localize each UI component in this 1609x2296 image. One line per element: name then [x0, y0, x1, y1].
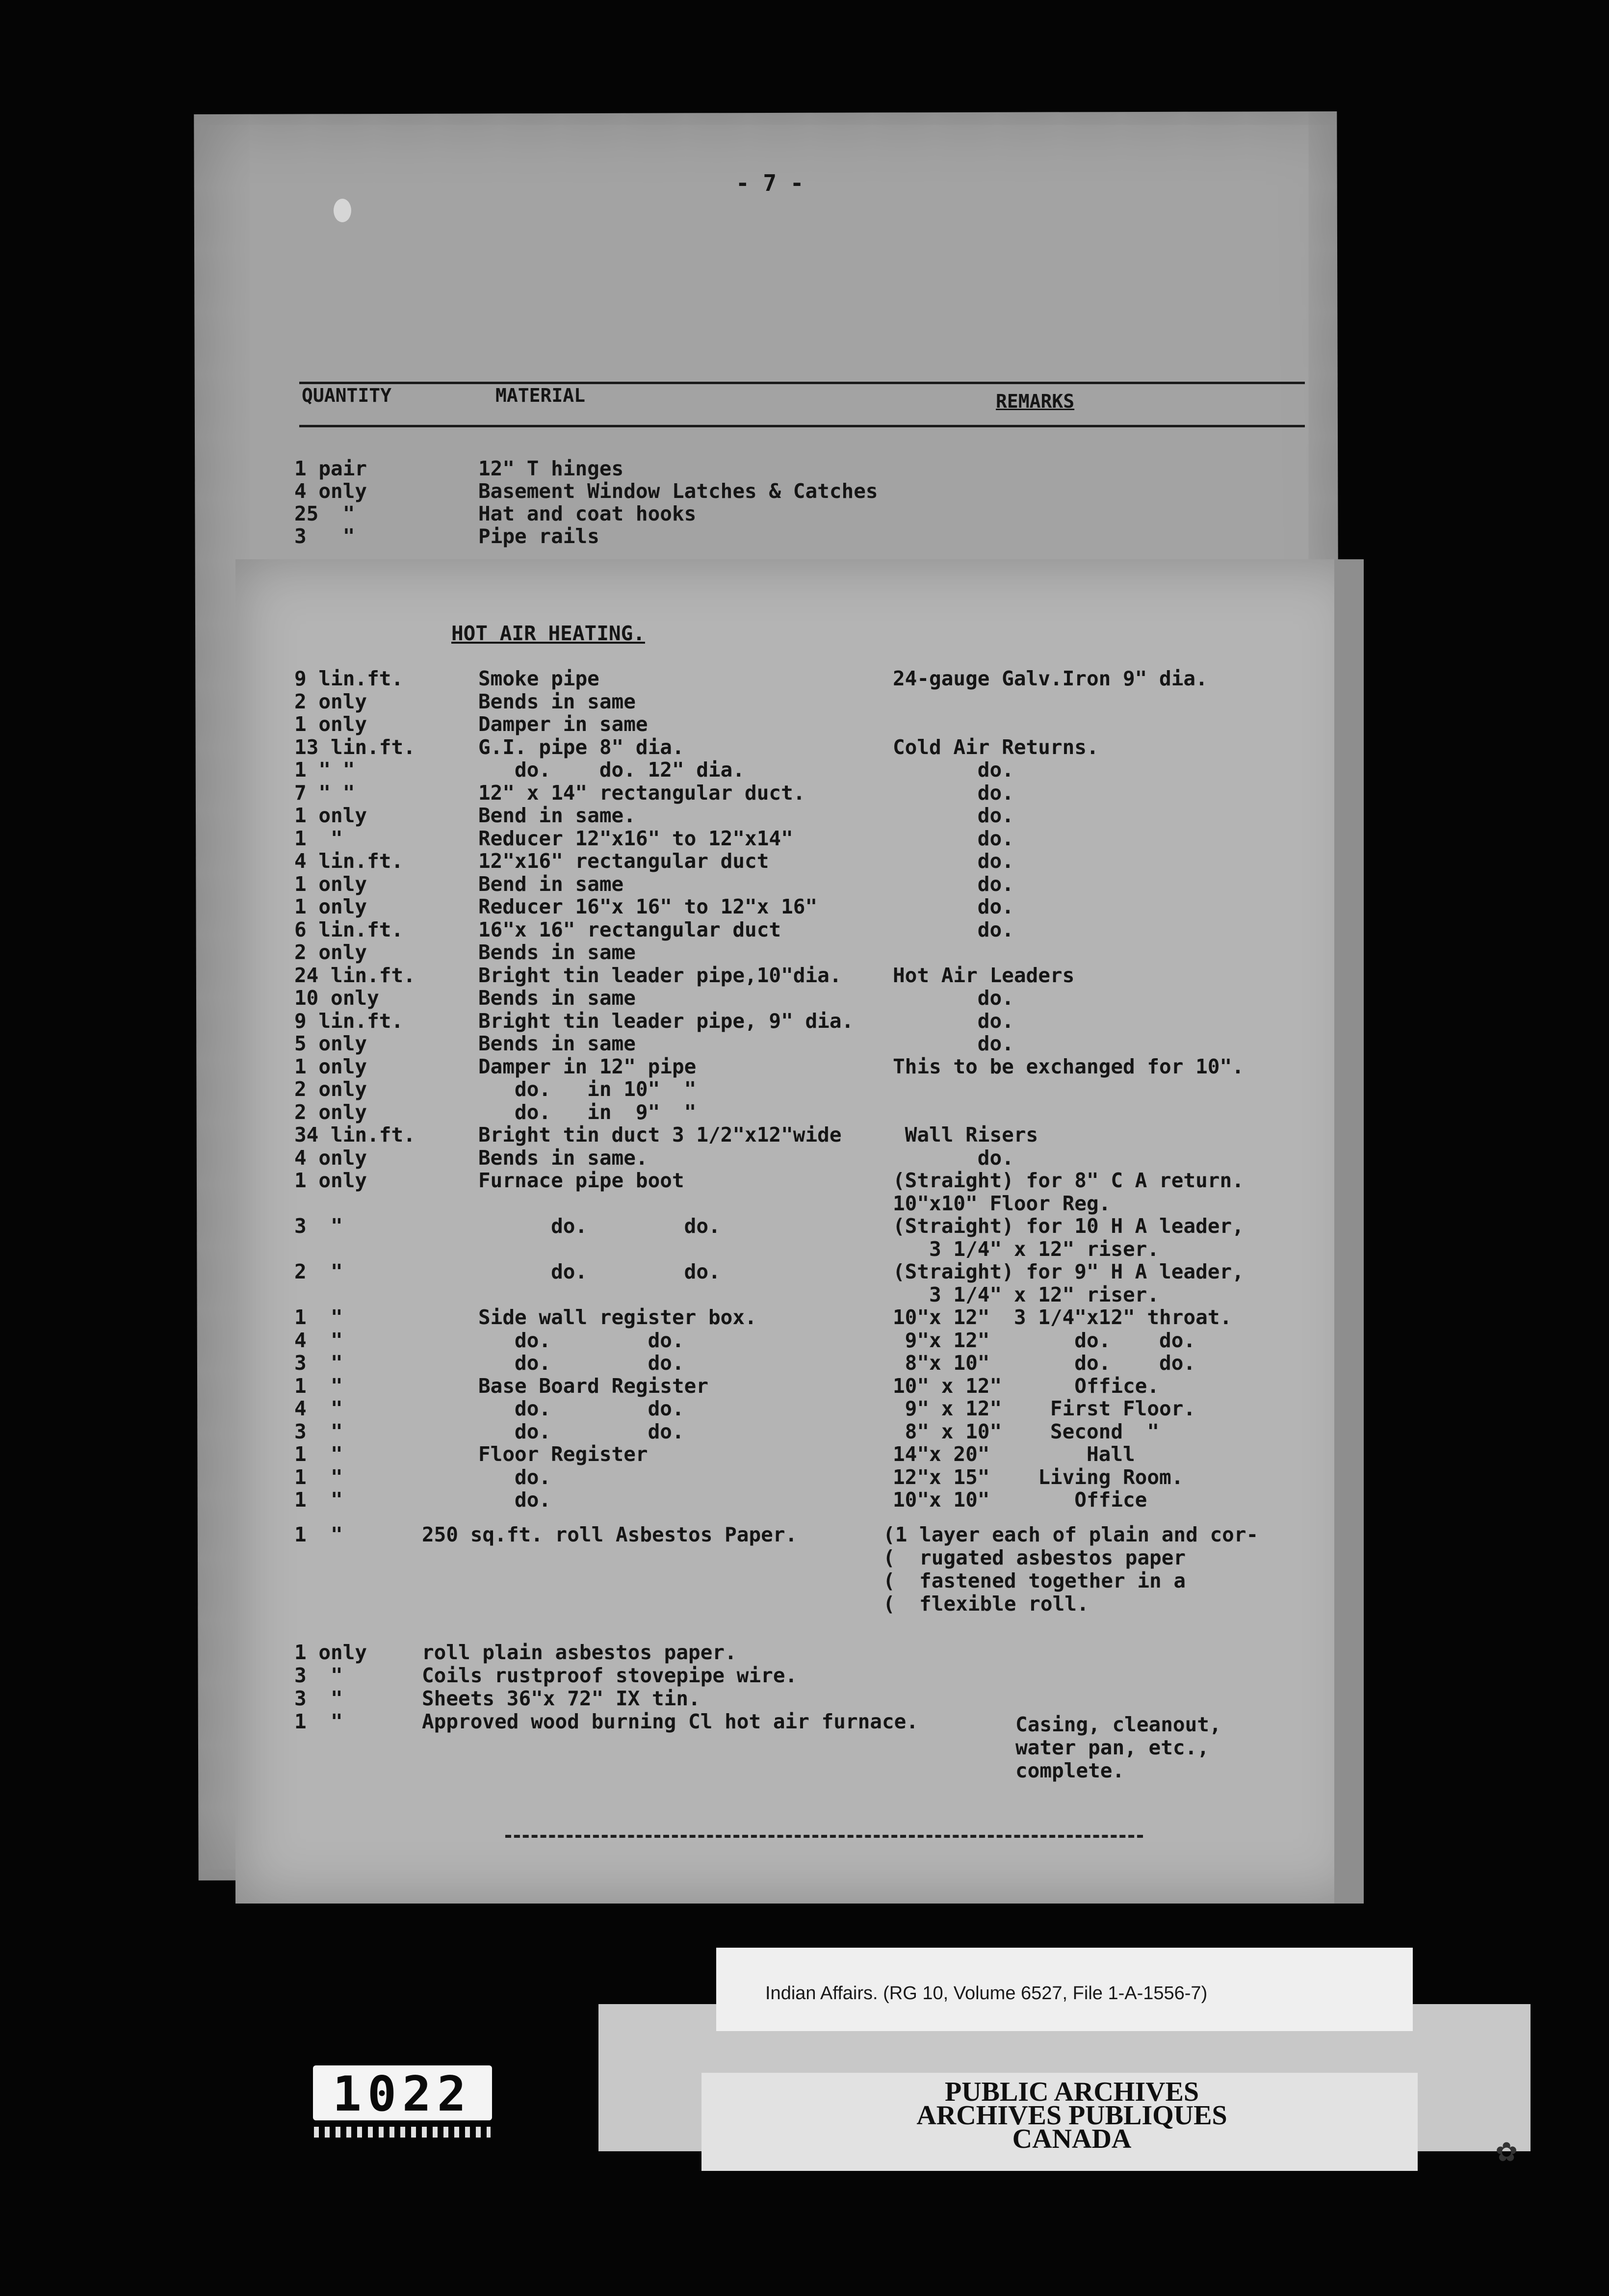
item-quantity: 4 only [294, 1146, 367, 1170]
item-material: do. [478, 1465, 551, 1489]
item-quantity: 2 " [294, 1260, 343, 1283]
item-quantity: 4 only [294, 479, 367, 503]
item-material: Bright tin leader pipe,10"dia. [478, 963, 842, 987]
furnace-remark-3: complete. [1015, 1759, 1125, 1782]
item-quantity: 1 " [294, 1374, 343, 1398]
item-quantity: 3 " [294, 1214, 343, 1238]
item-material: Damper in 12" pipe [478, 1054, 697, 1078]
item-material: Bright tin duct 3 1/2"x12"wide [478, 1123, 842, 1147]
item-material: do. do. 12" dia. [478, 758, 745, 782]
end-divider [505, 1835, 1143, 1838]
item-remarks: 3 1/4" x 12" riser. [893, 1237, 1160, 1261]
item-remarks: do. [893, 986, 1014, 1010]
item-material: Base Board Register [478, 1374, 708, 1398]
item-material: do. do. [478, 1260, 721, 1283]
item-quantity: 3 " [294, 524, 355, 548]
item-material: Bends in same [478, 986, 636, 1010]
item-quantity: 25 " [294, 502, 355, 525]
archive-stamp-line-3: CANADA [1012, 2124, 1132, 2154]
item-quantity: 1 pair [294, 457, 367, 480]
item-remarks: do. [893, 1032, 1014, 1055]
item-quantity: 24 lin.ft. [294, 963, 415, 987]
item-quantity: 1 only [294, 872, 367, 896]
item-remarks: 8" x 10" Second " [893, 1419, 1160, 1443]
header-remarks: REMARKS [996, 391, 1075, 412]
item-quantity: 34 lin.ft. [294, 1123, 415, 1147]
item-remarks: do. [893, 872, 1014, 896]
item-material: do. do. [478, 1351, 684, 1375]
asbestos-qty: 1 " [294, 1523, 343, 1546]
item-material: Approved wood burning Cl hot air furnace. [422, 1710, 919, 1733]
item-material: do. do. [478, 1214, 721, 1238]
item-material: 16"x 16" rectangular duct [478, 917, 781, 941]
header-quantity: QUANTITY [302, 385, 392, 406]
item-material: Bright tin leader pipe, 9" dia. [478, 1009, 854, 1033]
asbestos-remark-2: ( rugated asbestos paper [883, 1546, 1186, 1569]
item-quantity: 1 " [294, 1465, 343, 1489]
item-quantity: 1 only [294, 712, 367, 736]
item-remarks: 8"x 10" do. do. [893, 1351, 1196, 1375]
item-remarks: Hot Air Leaders [893, 963, 1075, 987]
item-remarks: do. [893, 1146, 1014, 1170]
item-remarks: 12"x 15" Living Room. [893, 1465, 1184, 1489]
item-quantity: 1 " [294, 1710, 343, 1733]
item-remarks: 3 1/4" x 12" riser. [893, 1282, 1160, 1306]
item-material: Reducer 16"x 16" to 12"x 16" [478, 895, 818, 918]
item-quantity: 2 only [294, 1100, 367, 1124]
item-material: Smoke pipe [478, 667, 599, 690]
item-quantity: 5 only [294, 1032, 367, 1055]
item-remarks: do. [893, 895, 1014, 918]
asbestos-remark-3: ( fastened together in a [883, 1569, 1186, 1592]
section-title: HOT AIR HEATING. [451, 622, 645, 645]
item-material: roll plain asbestos paper. [422, 1641, 737, 1664]
item-remarks: 14"x 20" Hall [893, 1442, 1135, 1466]
item-quantity: 1 only [294, 895, 367, 918]
page-number: - 7 - [736, 170, 804, 196]
document-sheet-edge [1334, 559, 1364, 1904]
item-material: Bends in same [478, 1032, 636, 1055]
item-remarks: Wall Risers [893, 1123, 1038, 1147]
item-material: Basement Window Latches & Catches [478, 479, 878, 503]
item-material: Pipe rails [478, 524, 599, 548]
item-material: Coils rustproof stovepipe wire. [422, 1664, 798, 1687]
item-remarks: 24-gauge Galv.Iron 9" dia. [893, 667, 1208, 690]
item-remarks: (Straight) for 9" H A leader, [893, 1260, 1244, 1283]
item-material: do. [478, 1488, 551, 1512]
item-quantity: 9 lin.ft. [294, 1009, 404, 1033]
item-quantity: 1 only [294, 804, 367, 827]
asbestos-remark-4: ( flexible roll. [883, 1592, 1089, 1616]
item-material: Side wall register box. [478, 1305, 757, 1329]
item-material: do. in 9" " [478, 1100, 697, 1124]
item-quantity: 1 only [294, 1169, 367, 1192]
item-quantity: 1 " [294, 826, 343, 850]
archive-stamp-line-1: PUBLIC ARCHIVES [944, 2077, 1199, 2107]
item-material: Bends in same. [478, 1146, 648, 1170]
item-quantity: 1 " " [294, 758, 355, 782]
item-remarks: do. [893, 1009, 1014, 1033]
item-material: do. do. [478, 1397, 684, 1420]
item-remarks: 10"x 12" 3 1/4"x12" throat. [893, 1305, 1232, 1329]
item-quantity: 4 " [294, 1397, 343, 1420]
header-rule-top [299, 382, 1305, 384]
item-quantity: 4 " [294, 1328, 343, 1352]
item-material: Bends in same [478, 940, 636, 964]
item-quantity: 13 lin.ft. [294, 735, 415, 759]
asbestos-remark-1: (1 layer each of plain and cor- [883, 1523, 1259, 1546]
item-material: Damper in same [478, 712, 648, 736]
item-material: Furnace pipe boot [478, 1169, 684, 1192]
item-material: 12" x 14" rectangular duct. [478, 781, 805, 805]
item-quantity: 6 lin.ft. [294, 917, 404, 941]
maple-leaf-icon: ✿ [1496, 2129, 1517, 2169]
item-remarks: 9"x 12" do. do. [893, 1328, 1196, 1352]
item-quantity: 2 only [294, 1077, 367, 1101]
item-material: do. do. [478, 1419, 684, 1443]
item-quantity: 9 lin.ft. [294, 667, 404, 690]
frame-counter: 1022 [332, 2066, 472, 2122]
item-quantity: 1 " [294, 1305, 343, 1329]
item-quantity: 3 " [294, 1687, 343, 1710]
archive-stamp-line-2: ARCHIVES PUBLIQUES [916, 2100, 1227, 2131]
item-remarks: do. [893, 826, 1014, 850]
item-quantity: 1 " [294, 1488, 343, 1512]
asbestos-material: 250 sq.ft. roll Asbestos Paper. [422, 1523, 798, 1546]
item-material: G.I. pipe 8" dia. [478, 735, 684, 759]
item-remarks: do. [893, 804, 1014, 827]
item-quantity: 3 " [294, 1664, 343, 1687]
item-quantity: 2 only [294, 940, 367, 964]
item-quantity: 3 " [294, 1351, 343, 1375]
furnace-remark-1: Casing, cleanout, [1015, 1713, 1221, 1736]
item-remarks: 9" x 12" First Floor. [893, 1397, 1196, 1420]
item-quantity: 10 only [294, 986, 379, 1010]
item-material: 12" T hinges [478, 457, 624, 480]
item-remarks: 10"x10" Floor Reg. [893, 1191, 1111, 1215]
item-quantity: 1 " [294, 1442, 343, 1466]
punch-hole [334, 199, 351, 222]
film-sprocket-strip [314, 2127, 491, 2138]
furnace-remark-2: water pan, etc., [1015, 1736, 1209, 1759]
item-material: Bend in same [478, 872, 624, 896]
item-remarks: do. [893, 917, 1014, 941]
item-remarks: (Straight) for 8" C A return. [893, 1169, 1244, 1192]
item-remarks: 10"x 10" Office [893, 1488, 1147, 1512]
item-material: Floor Register [478, 1442, 648, 1466]
item-remarks: (Straight) for 10 H A leader, [893, 1214, 1244, 1238]
item-material: do. in 10" " [478, 1077, 697, 1101]
header-rule-bottom [299, 425, 1305, 427]
item-material: 12"x16" rectangular duct [478, 849, 769, 873]
item-remarks: do. [893, 781, 1014, 805]
archive-label: Indian Affairs. (RG 10, Volume 6527, File 1-A-1556-7) [765, 1983, 1208, 2004]
item-quantity: 1 only [294, 1054, 367, 1078]
item-material: Reducer 12"x16" to 12"x14" [478, 826, 793, 850]
header-material: MATERIAL [495, 385, 586, 406]
item-remarks: do. [893, 758, 1014, 782]
item-material: Sheets 36"x 72" IX tin. [422, 1687, 701, 1710]
item-quantity: 3 " [294, 1419, 343, 1443]
item-remarks: 10" x 12" Office. [893, 1374, 1160, 1398]
item-remarks: Cold Air Returns. [893, 735, 1099, 759]
item-remarks: This to be exchanged for 10". [893, 1054, 1244, 1078]
item-quantity: 4 lin.ft. [294, 849, 404, 873]
item-quantity: 7 " " [294, 781, 355, 805]
item-remarks: do. [893, 849, 1014, 873]
item-quantity: 2 only [294, 689, 367, 713]
item-material: Bends in same [478, 689, 636, 713]
item-material: Bend in same. [478, 804, 636, 827]
item-material: Hat and coat hooks [478, 502, 697, 525]
item-quantity: 1 only [294, 1641, 367, 1664]
item-material: do. do. [478, 1328, 684, 1352]
